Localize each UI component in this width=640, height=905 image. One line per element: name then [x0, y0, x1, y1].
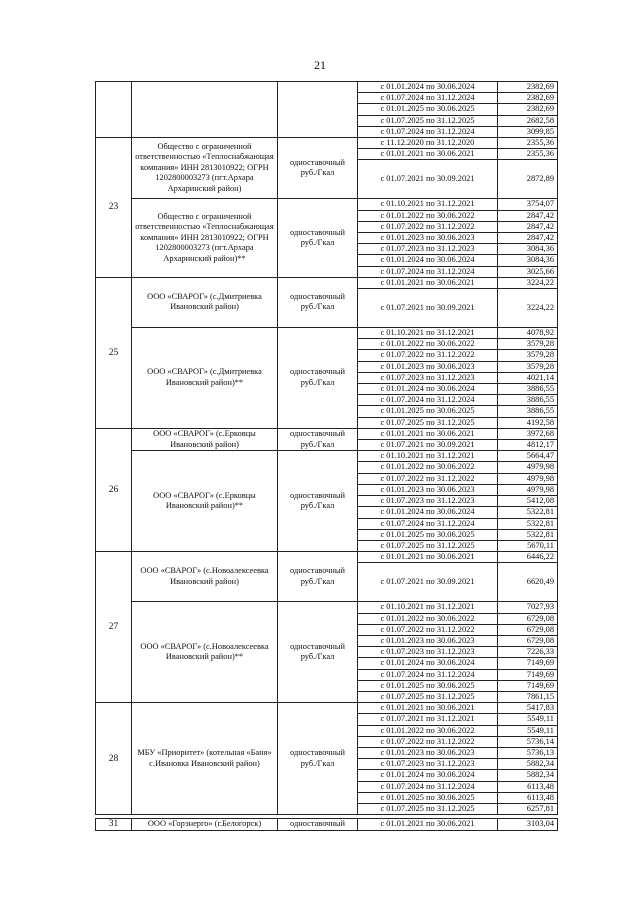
period: с 01.07.2024 по 31.12.2024 — [358, 266, 498, 277]
period: с 01.01.2021 по 30.06.2021 — [358, 428, 498, 439]
tariff-value: 5736,13 — [498, 747, 558, 758]
tariff-kind: одноставочный руб./Гкал — [278, 703, 358, 815]
tariff-value: 6729,08 — [498, 613, 558, 624]
organization-name: ООО «СВАРОГ» (с.Новоалексеевка Ивановский район) — [132, 552, 278, 602]
period: с 01.07.2022 по 31.12.2022 — [358, 350, 498, 361]
period: с 01.07.2021 по 30.09.2021 — [358, 440, 498, 451]
period: с 01.07.2024 по 31.12.2024 — [358, 669, 498, 680]
tariff-value: 3886,55 — [498, 384, 558, 395]
tariff-value: 3224,22 — [498, 289, 558, 328]
period: с 01.01.2025 по 30.06.2025 — [358, 104, 498, 115]
tariff-value: 3084,36 — [498, 255, 558, 266]
period: с 01.07.2023 по 31.12.2023 — [358, 759, 498, 770]
tariff-value: 5322,81 — [498, 518, 558, 529]
tariff-value: 2847,42 — [498, 210, 558, 221]
tariff-kind: одноставочный руб./Гкал — [278, 552, 358, 602]
period: с 01.01.2024 по 30.06.2024 — [358, 507, 498, 518]
tariff-value: 5322,81 — [498, 507, 558, 518]
tariff-value: 2382,69 — [498, 104, 558, 115]
period: с 01.01.2022 по 30.06.2022 — [358, 462, 498, 473]
table-row — [96, 138, 558, 149]
tariff-kind: одноставочный — [278, 819, 358, 831]
tariff-value: 5412,08 — [498, 496, 558, 507]
tariff-value: 5417,83 — [498, 703, 558, 714]
table-row — [96, 602, 558, 613]
tariff-kind — [278, 82, 358, 138]
organization-name: Общество с ограниченной ответственностью «Теплоснабжающая компания» ИНН 2813010922; ОГРН 1202800003273 (пгт.Архара Архаринский район)** — [132, 199, 278, 277]
period: с 01.10.2021 по 31.12.2021 — [358, 451, 498, 462]
period: с 01.07.2021 по 30.09.2021 — [358, 289, 498, 328]
row-number: 28 — [96, 703, 132, 815]
row-number: 23 — [96, 138, 132, 278]
period: с 01.01.2025 по 30.06.2025 — [358, 792, 498, 803]
tariff-value: 3754,07 — [498, 199, 558, 210]
organization-name — [132, 82, 278, 138]
period: с 01.01.2023 по 30.06.2023 — [358, 635, 498, 646]
tariff-value: 6729,08 — [498, 624, 558, 635]
period: с 01.07.2024 по 31.12.2024 — [358, 395, 498, 406]
tariff-value: 2355,36 — [498, 138, 558, 149]
period: с 01.01.2021 по 30.06.2021 — [358, 149, 498, 160]
period: с 01.01.2022 по 30.06.2022 — [358, 210, 498, 221]
period: с 01.01.2022 по 30.06.2022 — [358, 613, 498, 624]
period: с 01.01.2024 по 30.06.2024 — [358, 255, 498, 266]
period: с 01.01.2023 по 30.06.2023 — [358, 484, 498, 495]
period: с 01.01.2024 по 30.06.2024 — [358, 770, 498, 781]
tariff-value: 7861,15 — [498, 691, 558, 702]
table-row — [96, 819, 558, 831]
tariff-value: 2872,89 — [498, 160, 558, 199]
period: с 01.07.2022 по 31.12.2022 — [358, 624, 498, 635]
tariff-value: 3084,36 — [498, 244, 558, 255]
tariff-value: 2682,58 — [498, 115, 558, 126]
period: с 01.10.2021 по 31.12.2021 — [358, 328, 498, 339]
tariff-value: 5882,34 — [498, 759, 558, 770]
organization-name: ООО «СВАРОГ» (с.Новоалексеевка Ивановский район)** — [132, 602, 278, 703]
tariff-kind: одноставочный руб./Гкал — [278, 451, 358, 552]
table-row — [96, 328, 558, 339]
tariff-kind: одноставочный руб./Гкал — [278, 602, 358, 703]
period: с 01.01.2025 по 30.06.2025 — [358, 406, 498, 417]
period: с 01.07.2024 по 31.12.2024 — [358, 126, 498, 137]
tariff-value: 4979,98 — [498, 462, 558, 473]
tariff-value: 3579,28 — [498, 339, 558, 350]
period: с 01.07.2024 по 31.12.2024 — [358, 518, 498, 529]
tariff-value: 3224,22 — [498, 277, 558, 288]
page-number: 21 — [314, 58, 326, 72]
period: с 01.01.2021 по 30.06.2021 — [358, 703, 498, 714]
tariff-kind: одноставочный руб./Гкал — [278, 277, 358, 327]
period: с 01.01.2023 по 30.06.2023 — [358, 747, 498, 758]
tariff-kind: одноставочный руб./Гкал — [278, 328, 358, 429]
tariff-value: 6113,48 — [498, 792, 558, 803]
tariff-value: 5736,14 — [498, 736, 558, 747]
tariff-value: 3579,28 — [498, 361, 558, 372]
period: с 01.01.2024 по 30.06.2024 — [358, 82, 498, 93]
period: с 01.01.2023 по 30.06.2023 — [358, 361, 498, 372]
tariff-value: 4192,58 — [498, 417, 558, 428]
tariff-value: 4078,92 — [498, 328, 558, 339]
table-row — [96, 277, 558, 288]
tariff-kind: одноставочный руб./Гкал — [278, 199, 358, 277]
tariff-value: 4812,17 — [498, 440, 558, 451]
period: с 01.01.2024 по 30.06.2024 — [358, 384, 498, 395]
row-number: 25 — [96, 277, 132, 428]
tariff-value: 6446,22 — [498, 552, 558, 563]
tariff-value: 2847,42 — [498, 233, 558, 244]
tariff-table — [95, 81, 558, 815]
period: с 01.01.2025 по 30.06.2025 — [358, 680, 498, 691]
tariff-value: 5549,11 — [498, 725, 558, 736]
table-row — [96, 451, 558, 462]
organization-name: ООО «СВАРОГ» (с.Дмитриевка Ивановский район) — [132, 277, 278, 327]
table-row — [96, 199, 558, 210]
tariff-value: 7149,69 — [498, 658, 558, 669]
period: с 01.01.2023 по 30.06.2023 — [358, 233, 498, 244]
tariff-value: 7149,69 — [498, 680, 558, 691]
organization-name: ООО «СВАРОГ» (с.Ерковцы Ивановский район) — [132, 428, 278, 450]
tariff-value: 3103,04 — [498, 819, 558, 831]
table-row — [96, 703, 558, 714]
period: с 01.07.2023 по 31.12.2023 — [358, 647, 498, 658]
tariff-value: 4021,14 — [498, 372, 558, 383]
period: с 01.07.2022 по 31.12.2022 — [358, 473, 498, 484]
tariff-value: 7226,33 — [498, 647, 558, 658]
tariff-kind: одноставочный руб./Гкал — [278, 428, 358, 450]
period: с 01.01.2025 по 30.06.2025 — [358, 529, 498, 540]
tariff-value: 3025,66 — [498, 266, 558, 277]
tariff-value: 5670,11 — [498, 540, 558, 551]
period: с 01.07.2022 по 31.12.2022 — [358, 736, 498, 747]
tariff-value: 7027,93 — [498, 602, 558, 613]
tariff-value: 6620,49 — [498, 563, 558, 602]
table-row — [96, 428, 558, 439]
row-number: 27 — [96, 552, 132, 703]
tariff-value: 4979,98 — [498, 473, 558, 484]
tariff-value: 4979,98 — [498, 484, 558, 495]
row-number — [96, 82, 132, 138]
period: с 01.10.2021 по 31.12.2021 — [358, 199, 498, 210]
period: с 01.07.2025 по 31.12.2025 — [358, 540, 498, 551]
tariff-value: 6257,81 — [498, 803, 558, 814]
tariff-value: 2847,42 — [498, 221, 558, 232]
tariff-value: 5664,47 — [498, 451, 558, 462]
period: с 01.10.2021 по 31.12.2021 — [358, 602, 498, 613]
organization-name: МБУ «Приоритет» (котельная «Баня» с.Ивановка Ивановский район) — [132, 703, 278, 815]
tariff-value: 6729,08 — [498, 635, 558, 646]
period: с 01.01.2021 по 30.06.2021 — [358, 552, 498, 563]
period: с 01.07.2021 по 31.12.2021 — [358, 714, 498, 725]
period: с 01.01.2022 по 30.06.2022 — [358, 339, 498, 350]
period: с 01.01.2021 по 30.06.2021 — [358, 819, 498, 831]
period: с 01.07.2023 по 31.12.2023 — [358, 372, 498, 383]
tariff-value: 5549,11 — [498, 714, 558, 725]
organization-name: ООО «СВАРОГ» (с.Дмитриевка Ивановский район)** — [132, 328, 278, 429]
organization-name: Общество с ограниченной ответственностью «Теплоснабжающая компания» ИНН 2813010922; ОГРН 1202800003273 (пгт.Архара Архаринский район) — [132, 138, 278, 199]
period: с 01.07.2021 по 30.09.2021 — [358, 563, 498, 602]
period: с 01.07.2023 по 31.12.2023 — [358, 244, 498, 255]
tariff-value: 3886,55 — [498, 395, 558, 406]
period: с 01.01.2021 по 30.06.2021 — [358, 277, 498, 288]
tariff-value: 3886,55 — [498, 406, 558, 417]
period: с 11.12.2020 по 31.12.2020 — [358, 138, 498, 149]
period: с 01.07.2023 по 31.12.2023 — [358, 496, 498, 507]
tariff-value: 5322,81 — [498, 529, 558, 540]
table-row — [96, 82, 558, 93]
tariff-value: 2355,36 — [498, 149, 558, 160]
organization-name: ООО «СВАРОГ» (с.Ерковцы Ивановский район)** — [132, 451, 278, 552]
period: с 01.07.2024 по 31.12.2024 — [358, 93, 498, 104]
period: с 01.07.2022 по 31.12.2022 — [358, 221, 498, 232]
tariff-kind: одноставочный руб./Гкал — [278, 138, 358, 199]
period: с 01.01.2022 по 30.06.2022 — [358, 725, 498, 736]
row-number: 26 — [96, 428, 132, 551]
period: с 01.01.2024 по 30.06.2024 — [358, 658, 498, 669]
tariff-value: 3099,85 — [498, 126, 558, 137]
tariff-value: 2382,69 — [498, 82, 558, 93]
tariff-value: 2382,69 — [498, 93, 558, 104]
period: с 01.07.2025 по 31.12.2025 — [358, 115, 498, 126]
period: с 01.07.2021 по 30.09.2021 — [358, 160, 498, 199]
tariff-table-continued — [95, 818, 558, 831]
organization-name: ООО «Горэнерго» (г.Белогорск) — [132, 819, 278, 831]
tariff-value: 7149,69 — [498, 669, 558, 680]
tariff-value: 5882,34 — [498, 770, 558, 781]
table-row — [96, 552, 558, 563]
period: с 01.07.2024 по 31.12.2024 — [358, 781, 498, 792]
tariff-value: 3579,28 — [498, 350, 558, 361]
period: с 01.07.2025 по 31.12.2025 — [358, 417, 498, 428]
period: с 01.07.2025 по 31.12.2025 — [358, 691, 498, 702]
tariff-table-body — [96, 82, 558, 815]
tariff-value: 3972,68 — [498, 428, 558, 439]
period: с 01.07.2025 по 31.12.2025 — [358, 803, 498, 814]
row-number: 31 — [96, 819, 132, 831]
tariff-value: 6113,48 — [498, 781, 558, 792]
